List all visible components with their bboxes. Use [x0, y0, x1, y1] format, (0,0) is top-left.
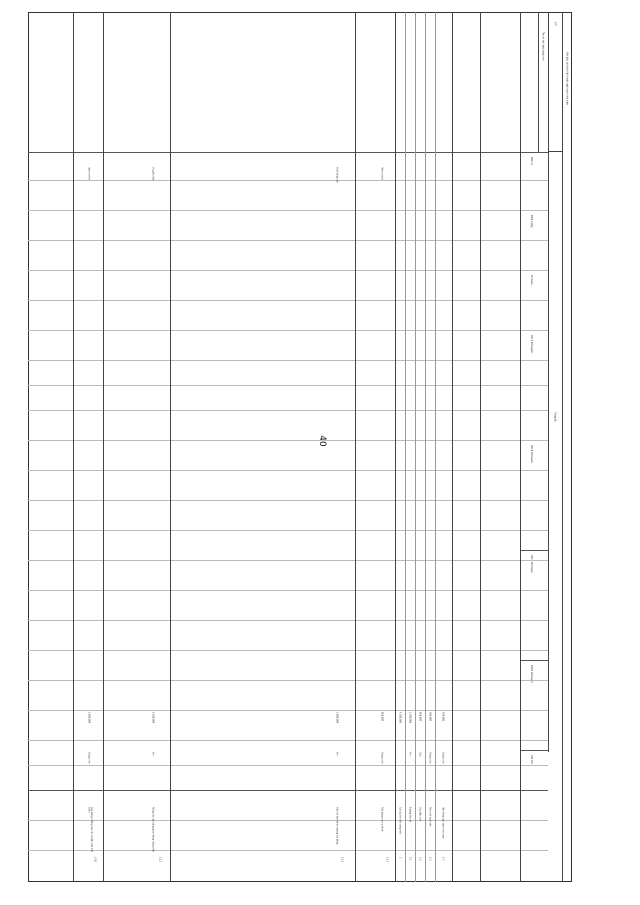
row-unit: Công trình [441, 752, 445, 764]
table-row [435, 12, 452, 882]
row-name: Cầu dân sinh [418, 807, 422, 822]
row-note: Khởi công mới [335, 167, 339, 183]
table-header-outer [562, 12, 572, 882]
row-no: 1.11 [158, 857, 162, 862]
row-total: 950.000 [380, 712, 384, 722]
row-total: 2.500.000 [151, 712, 155, 724]
row-total: 1.000.000 [87, 712, 91, 724]
table-row [425, 12, 435, 882]
header-desc-block [538, 12, 548, 152]
row-no: 1.10 [93, 857, 97, 862]
row-unit: Km [335, 752, 339, 756]
row-no: 2.2 [418, 857, 422, 861]
row-total: 480.000 [428, 712, 432, 722]
table-row [103, 12, 170, 882]
row-no: 2.4 [441, 857, 445, 861]
row-total: 650.000 [418, 712, 422, 722]
row-note: Hoàn thành [87, 167, 91, 180]
table-row [170, 12, 355, 882]
row-name: Các dự án khởi công mới [398, 807, 402, 835]
table-row [405, 12, 415, 882]
row-no: 2.1 [408, 857, 412, 861]
header-year-1: 2017 kế hoạch [520, 330, 548, 440]
header-col-qty: Khối lượng [520, 210, 548, 270]
row-name: Xây dựng trạm y tế xã [380, 807, 384, 832]
header-year-3: 2019 kế hoạch [520, 550, 548, 660]
row-unit: Công trình [87, 752, 91, 764]
row-no: 1.12 [340, 857, 344, 862]
row-name: Xây dựng trường học các xã đặc biệt khó khăn [87, 807, 93, 853]
table-row [73, 12, 103, 882]
row-unit: Công trình [428, 752, 432, 764]
header-col-note: Ghi chú [520, 750, 548, 882]
row-name: Hệ thống cấp nước sinh hoạt [441, 807, 445, 839]
header-year-2: 2018 kế hoạch [520, 440, 548, 550]
row-total: 870.000 [441, 712, 445, 722]
header-no-block [548, 12, 562, 152]
header-col-unit: Đơn vị [520, 152, 548, 210]
row-no: 2 [398, 857, 402, 859]
header-sub-block [548, 152, 562, 752]
row-unit: Km [151, 752, 155, 756]
row-note: Chuyển tiếp [151, 167, 155, 181]
row-name: Kiên cố hóa kênh mương nội đồng [335, 807, 339, 845]
row-note: Hoàn thành [380, 167, 384, 180]
row-unit: Cầu [418, 752, 422, 757]
row-name: Đường liên xã [408, 807, 412, 823]
row-divider [520, 12, 521, 882]
table-row [355, 12, 395, 882]
row-total: 1.200.000 [408, 712, 412, 724]
header-year-4: 2020 kế hoạch [520, 660, 548, 750]
row-divider [452, 12, 453, 882]
row-divider [480, 12, 481, 882]
header-col-cost: Dự toán [520, 270, 548, 330]
header-col-no: STT [553, 22, 557, 27]
row-total: 4.200.000 [398, 712, 402, 724]
row-no: 2.3 [428, 857, 432, 861]
row-unit: Km [408, 752, 412, 756]
row-total: 1.800.000 [335, 712, 339, 724]
row-no: 1.13 [385, 857, 389, 862]
row-name: Nhà văn hóa thôn [428, 807, 432, 827]
header-sub-title: Trong đó [553, 412, 557, 422]
table-row [415, 12, 425, 882]
row-unit: Công trình [380, 752, 384, 764]
page-number: 40 [317, 435, 327, 447]
table-row [395, 12, 405, 882]
header-col-desc: Tên và mã hiệu công trình [541, 32, 545, 61]
row-name: Nâng cấp hệ thống giao thông nông thôn [151, 807, 155, 853]
group-title: Vốn đầu tư phát triển thuộc ngân sách nhà nước [565, 52, 569, 106]
